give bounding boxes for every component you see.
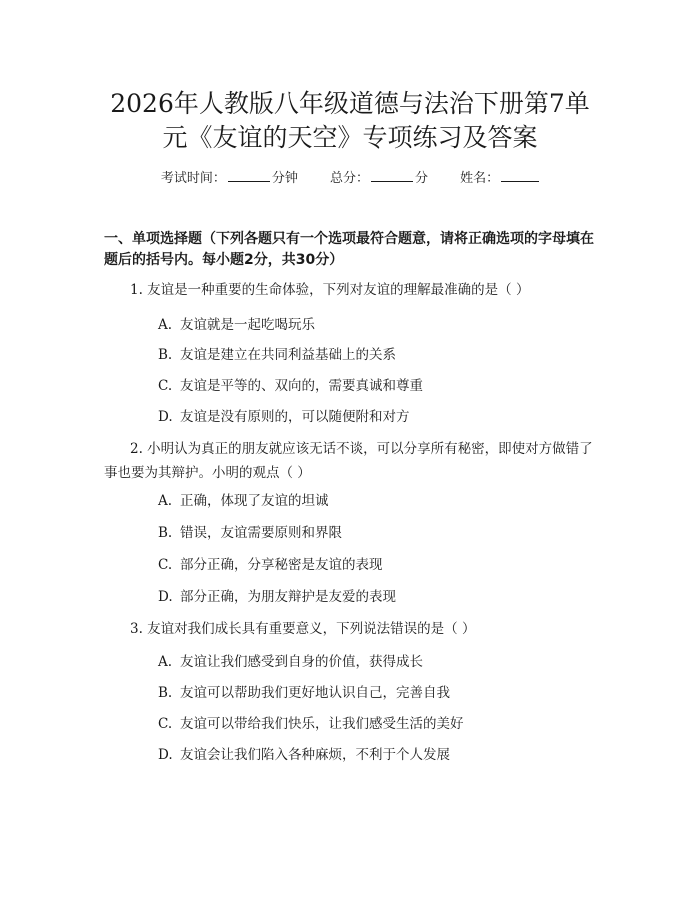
option-letter: B. <box>158 347 173 363</box>
exam-name-blank <box>501 167 539 182</box>
question-1-option-c <box>158 376 423 396</box>
exam-score-label: 总分： <box>329 171 369 186</box>
option-text: 友谊是建立在共同利益基础上的关系 <box>180 347 396 363</box>
option-text: 错误，友谊需要原则和界限 <box>180 525 342 541</box>
exam-score-unit: 分 <box>415 171 429 186</box>
option-letter: C. <box>158 557 173 573</box>
option-text: 友谊可以带给我们快乐，让我们感受生活的美好 <box>180 716 464 732</box>
option-letter: D. <box>158 747 173 763</box>
option-letter: A. <box>158 654 173 670</box>
option-letter: C. <box>158 716 173 732</box>
option-text: 友谊让我们感受到自身的价值，获得成长 <box>180 654 423 670</box>
question-3-option-d <box>158 745 450 765</box>
option-text: 友谊是平等的、双向的，需要真诚和尊重 <box>180 378 423 394</box>
document-title-line2: 元《友谊的天空》专项练习及答案 <box>162 123 538 152</box>
question-3-option-c <box>158 714 464 734</box>
question-2-option-a <box>158 491 329 511</box>
exam-name-label: 姓名： <box>460 171 500 186</box>
question-1-option-a <box>158 315 315 335</box>
exam-score-field <box>330 171 428 186</box>
exam-time-blank <box>228 167 270 182</box>
option-letter: B. <box>158 685 173 701</box>
question-2-option-d <box>158 587 396 607</box>
option-letter: C. <box>158 378 173 394</box>
option-text: 友谊就是一起吃喝玩乐 <box>180 317 315 333</box>
option-text: 友谊是没有原则的，可以随便附和对方 <box>180 409 410 425</box>
exam-name-field <box>460 171 539 186</box>
question-3-option-a <box>158 652 423 672</box>
exam-score-blank <box>371 167 413 182</box>
option-letter: D. <box>158 409 173 425</box>
question-3-stem: 3. 友谊对我们成长具有重要意义，下列说法错误的是（ ） <box>130 621 476 637</box>
question-2-stem: 2. 小明认为真正的朋友就应该无话不谈，可以分享所有秘密，即使对方做错了事也要为其辩护。小明的观点（ ） <box>104 441 593 481</box>
exam-time-label: 考试时间： <box>160 171 226 186</box>
section-heading: 一、单项选择题（下列各题只有一个选项最符合题意，请将正确选项的字母填在题后的括号内。每小题2分，共30分） <box>104 231 594 268</box>
exam-time-unit: 分钟 <box>271 171 298 186</box>
option-text: 友谊会让我们陷入各种麻烦，不利于个人发展 <box>180 747 450 763</box>
option-letter: A. <box>158 317 173 333</box>
option-letter: A. <box>158 493 173 509</box>
option-letter: D. <box>158 589 173 605</box>
question-2-option-b <box>158 523 342 543</box>
question-1-option-b <box>158 345 396 365</box>
question-3-option-b <box>158 683 450 703</box>
question-1-option-d <box>158 407 410 427</box>
question-2-option-c <box>158 555 383 575</box>
option-text: 正确，体现了友谊的坦诚 <box>180 493 329 509</box>
option-letter: B. <box>158 525 173 541</box>
exam-info-row <box>0 167 700 189</box>
option-text: 部分正确，为朋友辩护是友爱的表现 <box>180 589 396 605</box>
exam-time-field <box>161 171 298 186</box>
option-text: 部分正确，分享秘密是友谊的表现 <box>180 557 383 573</box>
document-title-line1: 2026年人教版八年级道德与法治下册第7单 <box>110 89 590 118</box>
question-1-stem: 1. 友谊是一种重要的生命体验，下列对友谊的理解最准确的是（ ） <box>130 282 530 298</box>
option-text: 友谊可以帮助我们更好地认识自己，完善自我 <box>180 685 450 701</box>
